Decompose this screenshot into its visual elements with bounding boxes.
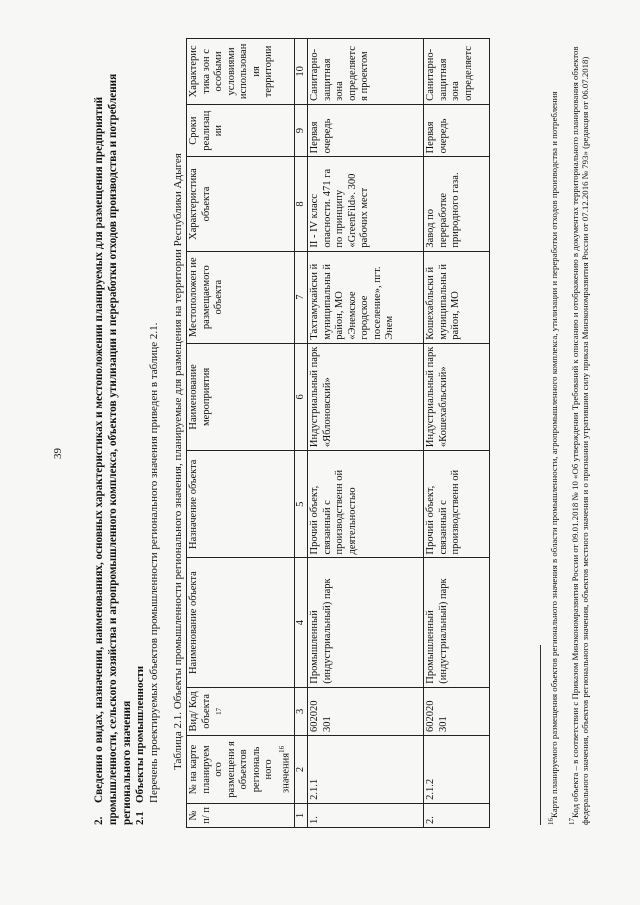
index-cell: 10	[294, 39, 308, 105]
subsection-heading	[134, 666, 146, 825]
index-cell: 6	[294, 343, 308, 450]
cell-purpose: Прочий объект, связанный с производственн ой деятельностью	[308, 451, 424, 558]
cell-zones: Санитарно-защитная зона определяетс я проектом	[308, 39, 424, 105]
section-heading	[92, 65, 134, 825]
footnote-divider	[540, 645, 541, 825]
cell-characteristic: Завод по переработке природного газа.	[424, 157, 490, 251]
col-header-zones: Характерис тика зон с особыми условиями использован ия территории	[187, 39, 295, 105]
subsection-number: 2.1	[134, 811, 146, 825]
cell-location: Кошехабльски й муниципальны й район, МО	[424, 251, 490, 343]
page-number: 39	[52, 448, 64, 459]
objects-table	[186, 38, 490, 828]
cell-term: Первая очередь	[424, 104, 490, 157]
cell-code: 602020 301	[424, 687, 490, 735]
index-cell: 8	[294, 157, 308, 251]
col-header-characteristic: Характеристика объекта	[187, 157, 295, 251]
footnote-ref-17: 17	[215, 707, 223, 715]
section-number: 2.	[93, 816, 105, 825]
cell-map-no: 2.1.2	[424, 735, 490, 803]
table-caption: Таблица 2.1. Объекты промышленности регионального значения, планируемые для размещения на территории Республики Адыгея	[172, 153, 184, 770]
index-cell: 2	[294, 735, 308, 803]
cell-code: 602020 301	[308, 687, 424, 735]
index-cell: 4	[294, 558, 308, 687]
cell-measure: Индустриальный парк «Кошехабльский»	[424, 343, 490, 450]
table-row	[424, 39, 490, 828]
cell-num: 2.	[424, 803, 490, 827]
col-header-map-no: № на карте планируем ого размещени я объектов региональ ного значения$^{16}$	[187, 735, 295, 803]
col-header-num: № п/ п	[187, 803, 295, 827]
section-title: Сведения о видах, назначении, наименованиях, основных характеристиках и местоположении планируемых для размещения предприятий промышленности, сельского хозяйства и агропромышленного комплекса, объектов утилизации и переработки отходов производства и потребления регионального значения	[93, 73, 133, 825]
cell-zones: Санитарно-защитная зона определяетс	[424, 39, 490, 105]
intro-paragraph: Перечень проектируемых объектов промышленности регионального значения приведен в таблице 2.1.	[148, 322, 160, 803]
index-cell: 1	[294, 803, 308, 827]
cell-name: Промышленный (индустриальный) парк	[424, 558, 490, 687]
footnote-16: $^{16}$Карта планируемого размещения объектов регионального значения в области промышленности, агропромышленного комплекса, утилизации и переработки отходов производства и потребления	[547, 91, 559, 825]
index-cell: 9	[294, 104, 308, 157]
table-index-row	[294, 39, 308, 828]
footnote-17: $^{17}$Код объекта – в соответствии с Приказом Минэкономразвития России от 09.01.2018 № 10 «Об утверждении Требований к описанию и отображению в документах территориального планирования объектов федерального значения, объектов регионального значения, объектов местного значения и о признании утратившим силу приказа Минэкономразвития России от 07.12.2016 № 793» (редакция от 06.07.2018)	[568, 46, 591, 825]
subsection-title: Объекты промышленности	[134, 665, 146, 803]
col-header-code: Вид/ Код объекта $^{17}$	[187, 687, 295, 735]
col-header-term: Сроки реализац ии	[187, 104, 295, 157]
cell-purpose: Прочий объект, связанный с производственн ой	[424, 451, 490, 558]
index-cell: 5	[294, 451, 308, 558]
col-header-measure: Наименование мероприятия	[187, 343, 295, 450]
footnote-ref-16: 16	[277, 745, 286, 753]
cell-name: Промышленный (индустриальный) парк	[308, 558, 424, 687]
cell-characteristic: II - IV класс опасности. 471 га по принципу «GreenFild». 300 рабочих мест	[308, 157, 424, 251]
col-header-name: Наименование объекта	[187, 558, 295, 687]
table-header-row	[187, 39, 295, 828]
cell-term: Первая очередь	[308, 104, 424, 157]
cell-measure: Индустриальный парк «Яблоновский»	[308, 343, 424, 450]
cell-num: 1.	[308, 803, 424, 827]
col-header-purpose: Назначение объекта	[187, 451, 295, 558]
index-cell: 7	[294, 251, 308, 343]
index-cell: 3	[294, 687, 308, 735]
cell-map-no: 2.1.1	[308, 735, 424, 803]
table-row	[308, 39, 424, 828]
cell-location: Тахтамукайски й муниципальны й район, МО «Энемское городское поселение», пгт. Энем	[308, 251, 424, 343]
col-header-location: Местоположен ие размещаемого объекта	[187, 251, 295, 343]
